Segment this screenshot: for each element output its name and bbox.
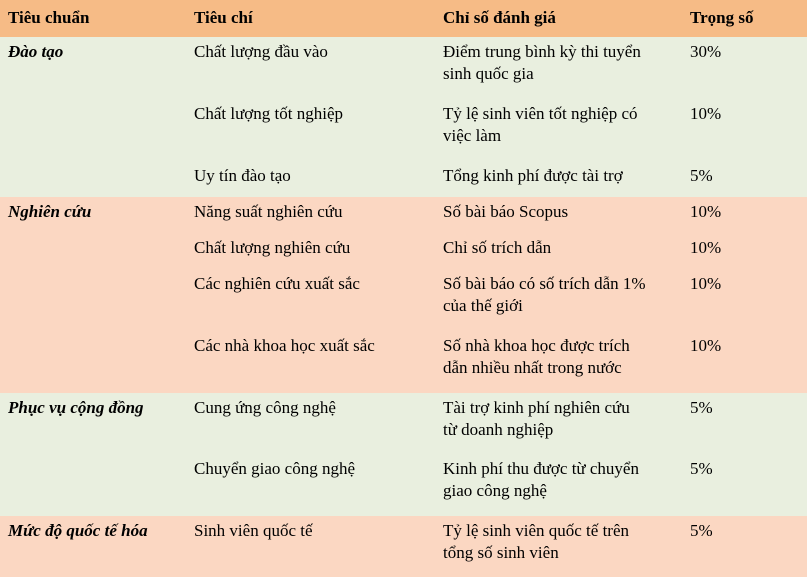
criterion-cell: Chất lượng đầu vào bbox=[194, 42, 328, 61]
indicator-line: tổng số sinh viên bbox=[443, 543, 559, 562]
criterion-cell: Cung ứng công nghệ bbox=[194, 398, 336, 417]
standard-label: Nghiên cứu bbox=[8, 202, 92, 221]
weight-cell: 30% bbox=[690, 42, 722, 61]
indicator-line: Số nhà khoa học được trích bbox=[443, 336, 630, 355]
group-internationalization bbox=[0, 516, 807, 577]
weight-cell: 10% bbox=[690, 238, 722, 257]
header-weight: Trọng số bbox=[690, 8, 754, 27]
indicator-line: Điểm trung bình kỳ thi tuyển bbox=[443, 42, 641, 61]
standard-label: Mức độ quốc tế hóa bbox=[8, 521, 148, 540]
table-header bbox=[0, 0, 807, 37]
indicator-line: từ doanh nghiệp bbox=[443, 420, 554, 439]
weight-cell: 10% bbox=[690, 336, 722, 355]
indicator-line: dẫn nhiều nhất trong nước bbox=[443, 358, 622, 377]
criterion-cell: Chất lượng tốt nghiệp bbox=[194, 104, 343, 123]
indicator-line: Tỷ lệ sinh viên tốt nghiệp có bbox=[443, 104, 638, 123]
header-criterion: Tiêu chí bbox=[194, 8, 253, 27]
weight-cell: 10% bbox=[690, 274, 722, 293]
indicator-line: Tổng kinh phí được tài trợ bbox=[443, 166, 623, 185]
indicator-line: Chỉ số trích dẫn bbox=[443, 238, 552, 257]
group-training bbox=[0, 37, 807, 197]
weight-cell: 10% bbox=[690, 104, 722, 123]
indicator-line: Tài trợ kinh phí nghiên cứu bbox=[443, 398, 630, 417]
header-indicator: Chỉ số đánh giá bbox=[443, 8, 556, 27]
table-bottom-border bbox=[0, 577, 807, 581]
indicator-line: sinh quốc gia bbox=[443, 64, 534, 83]
indicator-line: Kinh phí thu được từ chuyển bbox=[443, 459, 639, 478]
indicator-line: Số bài báo Scopus bbox=[443, 202, 569, 221]
weight-cell: 5% bbox=[690, 521, 713, 540]
criterion-cell: Năng suất nghiên cứu bbox=[194, 202, 343, 221]
indicator-line: giao công nghệ bbox=[443, 481, 547, 500]
indicator-line: Số bài báo có số trích dẫn 1% bbox=[443, 274, 646, 293]
group-research bbox=[0, 197, 807, 393]
indicator-line: của thế giới bbox=[443, 296, 523, 315]
indicator-line: Tỷ lệ sinh viên quốc tế trên bbox=[443, 521, 630, 540]
criterion-cell: Các nhà khoa học xuất sắc bbox=[194, 336, 375, 355]
standard-label: Phục vụ cộng đồng bbox=[8, 398, 144, 417]
criterion-cell: Chất lượng nghiên cứu bbox=[194, 238, 351, 257]
header-standard: Tiêu chuẩn bbox=[8, 8, 90, 27]
criterion-cell: Chuyển giao công nghệ bbox=[194, 459, 355, 478]
weight-cell: 5% bbox=[690, 459, 713, 478]
group-community-service bbox=[0, 393, 807, 516]
weight-cell: 5% bbox=[690, 398, 713, 417]
criterion-cell: Uy tín đào tạo bbox=[194, 166, 291, 185]
criterion-cell: Các nghiên cứu xuất sắc bbox=[194, 274, 360, 293]
criterion-cell: Sinh viên quốc tế bbox=[194, 521, 313, 540]
weight-cell: 10% bbox=[690, 202, 722, 221]
standard-label: Đào tạo bbox=[8, 42, 64, 61]
weight-cell: 5% bbox=[690, 166, 713, 185]
indicator-line: việc làm bbox=[443, 126, 502, 145]
